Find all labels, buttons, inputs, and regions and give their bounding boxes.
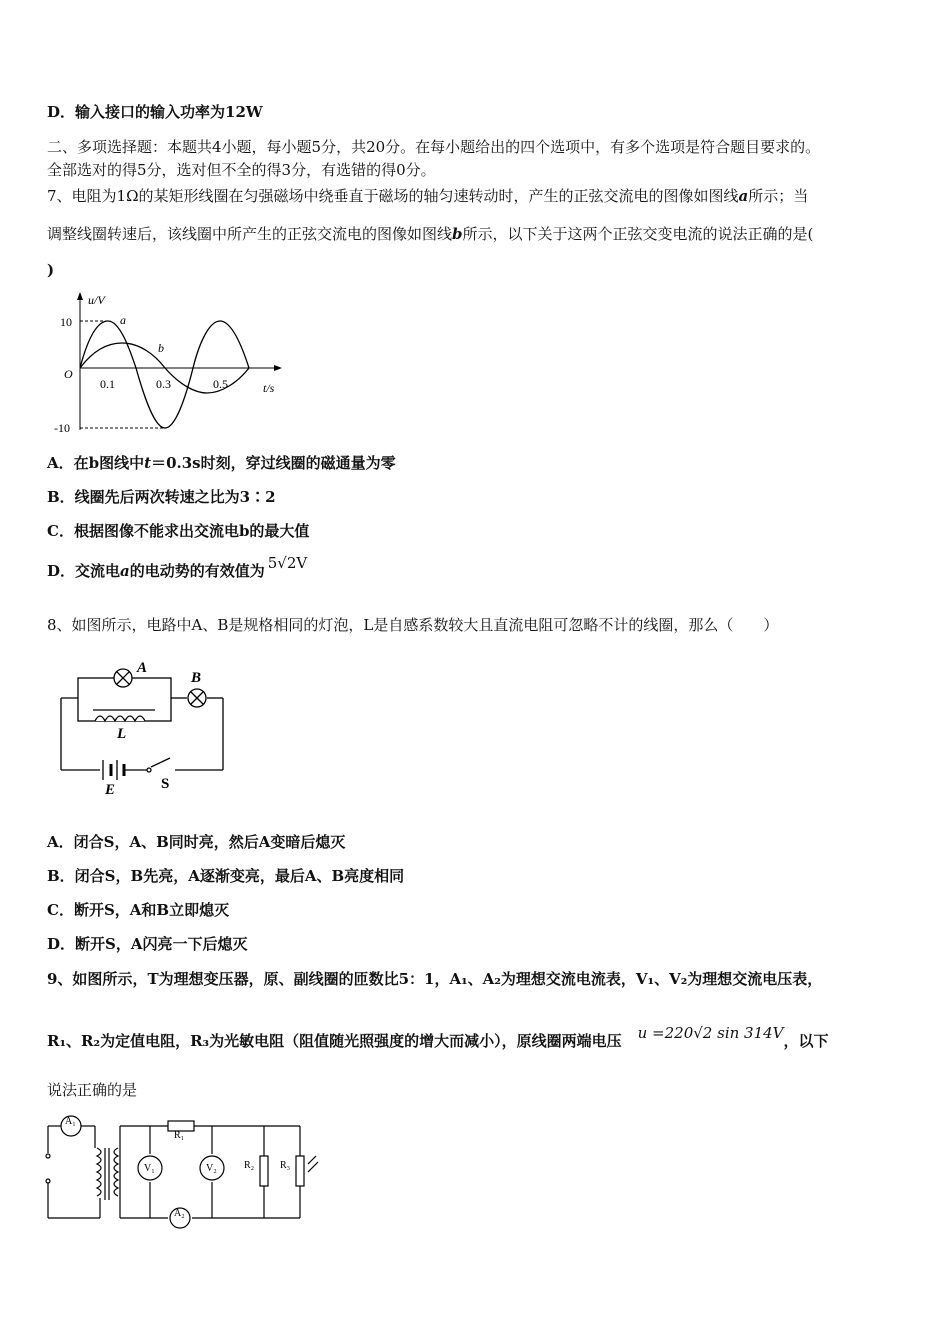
q8-option-c: C．断开S，A和B立即熄灭	[47, 901, 230, 919]
resistor-r1-label: R₁	[174, 1130, 185, 1141]
q7-stem-line2	[47, 224, 813, 244]
resistor-r2-label: R₂	[244, 1160, 255, 1171]
y-tick-neg10: -10	[54, 421, 70, 435]
q9-stem-line1: 9、如图所示，T为理想变压器，原、副线圈的匝数比5：1，A₁、A₂为理想交流电流表，V₁、V₂为理想交流电压表，	[47, 970, 823, 988]
q7-option-d	[47, 554, 308, 581]
q7-stem-line3: )	[47, 261, 55, 279]
section-heading-line2: 全部选对的得5分，选对但不全的得3分，有选错的得0分。	[47, 161, 436, 179]
resistor-r3-label: R₃	[280, 1160, 291, 1171]
formula: u =220√2 sin 314V	[637, 1024, 784, 1042]
text: ，以下	[783, 1032, 829, 1050]
text: t	[144, 454, 152, 472]
q7-option-b: B．线圈先后两次转速之比为3∶2	[47, 488, 276, 506]
q8-stem: 8、如图所示，电路中A、B是规格相同的灯泡，L是自感系数较大且直流电阻可忽略不计的线圈，那么（ ）	[47, 616, 779, 634]
ammeter-a1-label: A₁	[65, 1116, 76, 1127]
y-axis-label: u/V	[88, 293, 105, 307]
x-tick-0.5: 0.5	[213, 377, 228, 391]
q7-graph	[50, 290, 290, 440]
q8-option-a: A．闭合S，A、B同时亮，然后A变暗后熄灭	[47, 833, 346, 851]
text: A．在b图线中	[47, 454, 145, 472]
text: 的电动势的有效值为	[129, 562, 265, 580]
voltmeter-v1-label: V₁	[144, 1163, 155, 1174]
x-tick-0.3: 0.3	[156, 377, 171, 391]
text: b	[452, 225, 463, 243]
text: a	[120, 562, 130, 580]
q8-option-d: D．断开S，A闪亮一下后熄灭	[47, 935, 248, 953]
q8-circuit	[55, 658, 235, 798]
q7-option-a	[47, 453, 396, 473]
inductor-label: L	[117, 726, 127, 742]
q7-option-c: C．根据图像不能求出交流电b的最大值	[47, 522, 310, 540]
q9-circuit	[40, 1108, 330, 1233]
text: 所示，以下关于这两个正弦交变电流的说法正确的是(	[462, 225, 814, 243]
curve-b-label: b	[158, 341, 164, 355]
prev-option-d: D．输入接口的输入功率为12W	[47, 103, 263, 121]
text: D．交流电	[47, 562, 121, 580]
q9-stem-line3: 说法正确的是	[47, 1081, 138, 1099]
q7-stem-line1	[47, 186, 808, 206]
text: ＝0.3s时刻，穿过线圈的磁通量为零	[151, 454, 396, 472]
x-tick-0.1: 0.1	[100, 377, 115, 391]
ammeter-a2-label: A₂	[174, 1208, 185, 1219]
curve-a-label: a	[120, 313, 126, 327]
switch-label: S	[161, 776, 170, 792]
formula: 5√2V	[267, 554, 308, 572]
curve-a	[80, 321, 249, 428]
battery-label: E	[105, 782, 116, 798]
origin-label: O	[64, 367, 73, 381]
q8-option-b: B．闭合S，B先亮，A逐渐变亮，最后A、B亮度相同	[47, 867, 405, 885]
text: a	[738, 187, 749, 205]
y-tick-10: 10	[60, 315, 72, 329]
x-axis-label: t/s	[263, 381, 275, 395]
text: 调整线圈转速后，该线圈中所产生的正弦交流电的图像如图线	[47, 225, 453, 243]
section-heading-line1: 二、多项选择题：本题共4小题，每小题5分，共20分。在每小题给出的四个选项中，有多个选项是符合题目要求的。	[47, 138, 821, 156]
lamp-b-label: B	[191, 670, 202, 686]
lamp-a-label: A	[137, 660, 148, 676]
text: R₁、R₂为定值电阻，R₃为光敏电阻（阻值随光照强度的增大而减小），原线圈两端电压	[47, 1032, 622, 1050]
text: 所示；当	[748, 187, 809, 205]
q9-stem-line2	[47, 1024, 829, 1051]
voltmeter-v2-label: V₂	[206, 1163, 217, 1174]
text: 7、电阻为1Ω的某矩形线圈在匀强磁场中绕垂直于磁场的轴匀速转动时，产生的正弦交流电的图像如图线	[47, 187, 739, 205]
